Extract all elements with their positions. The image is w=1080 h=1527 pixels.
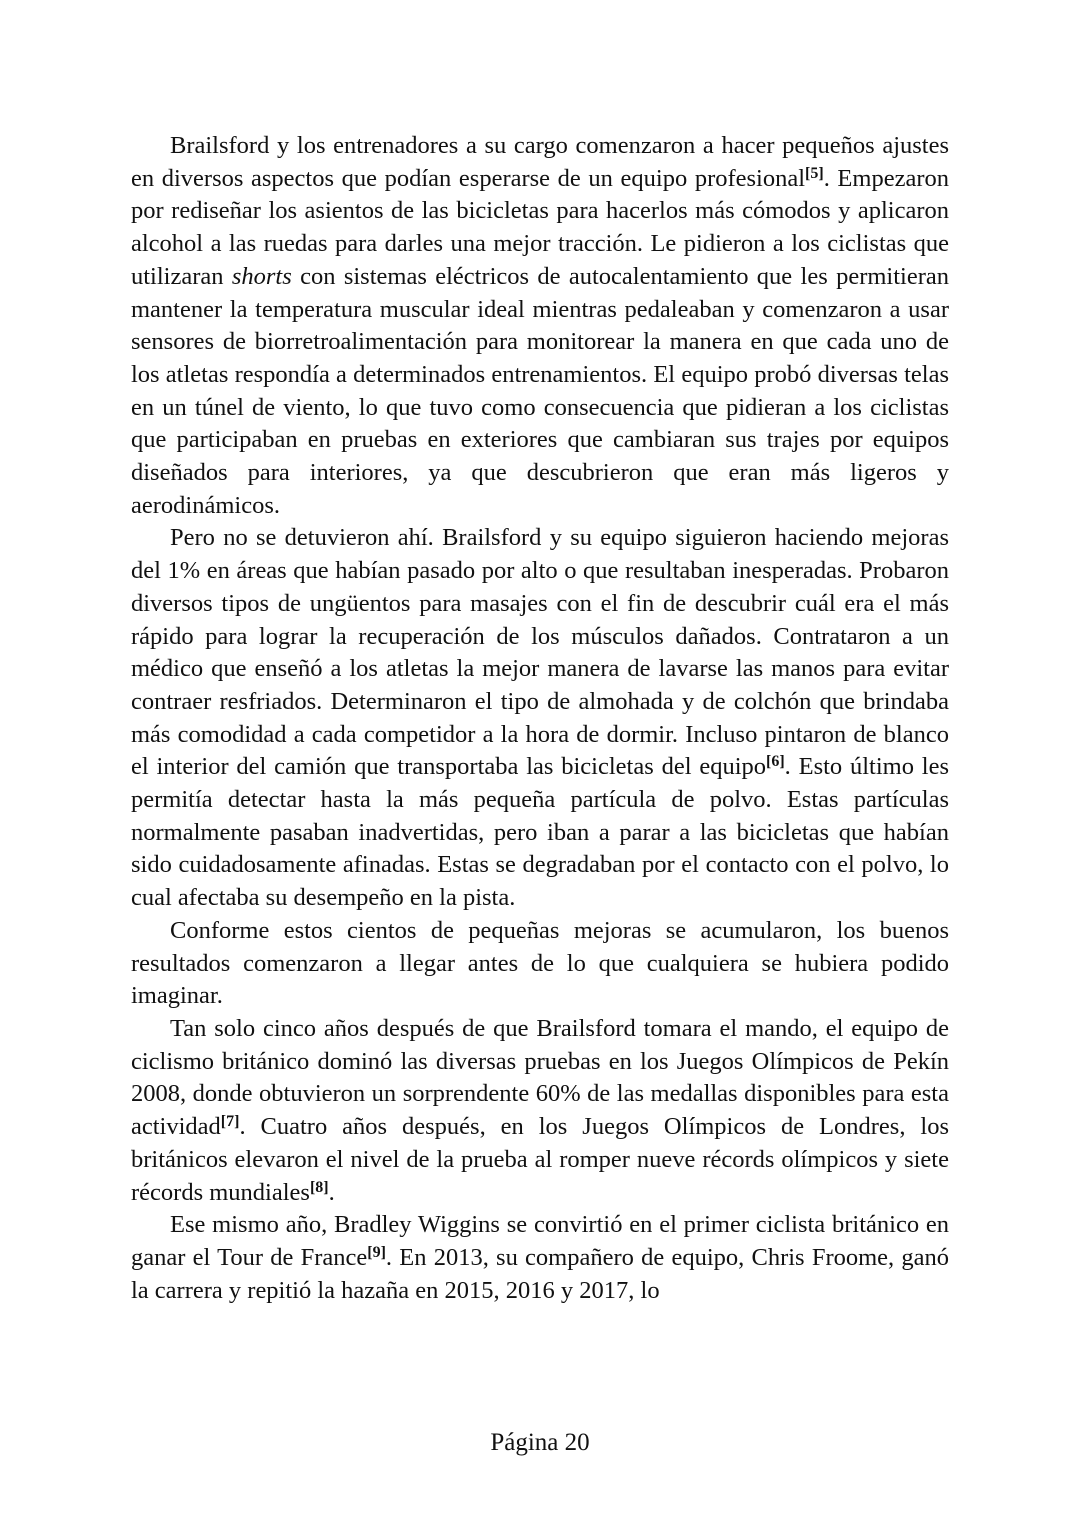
- paragraph: [131, 130, 949, 522]
- text-run: . Esto último les permitía detectar hasta la más pequeña partícula de polvo. Estas partículas normalmente pasaban inadvertidas, pero iban a parar a las bicicletas que habían sido cuidadosamente afinadas. Estas se degradaban por el contacto con el polvo, lo cual afectaba su desempeño en la pista.: [131, 753, 950, 912]
- footnote-reference: [8]: [309, 1178, 329, 1196]
- footnote-reference: [5]: [805, 164, 824, 182]
- italic-term: shorts: [231, 262, 292, 290]
- footnote-reference: [6]: [766, 753, 785, 771]
- text-run: Pero no se detuvieron ahí. Brailsford y su equipo siguieron haciendo mejoras del 1% en áreas que habían pasado por alto o que resultaban inesperadas. Probaron diversos tipos de ungüentos para masajes con el fin de descubrir cuál era el más rápido para lograr la recuperación de los músculos dañados. Contrataron a un médico que enseñó a los atletas la mejor manera de lavarse las manos para evitar contraer resfriados. Determinaron el tipo de almohada y de colchón que brindaba más comodidad a cada competidor a la hora de dormir. Incluso pintaron de blanco el interior del camión que transportaba las bicicletas del equipo: [131, 524, 949, 781]
- paragraph: [131, 1209, 949, 1307]
- text-run: .: [328, 1178, 335, 1206]
- paragraph: [131, 1013, 949, 1209]
- text-run: . Empezaron por rediseñar los asientos de las bicicletas para hacerlos más cómodos y aplicaron alcohol a las ruedas para darles una mejor tracción. Le pidieron a los ciclistas que utilizaran: [131, 164, 949, 290]
- text-run: Brailsford y los entrenadores a su cargo comenzaron a hacer pequeños ajustes en diversos aspectos que podían esperarse de un equipo profesional: [131, 132, 949, 192]
- text-run: Ese mismo año, Bradley Wiggins se convirtió en el primer ciclista británico en ganar el Tour de France: [131, 1211, 949, 1271]
- paragraph: [131, 522, 949, 914]
- text-run: . En 2013, su compañero de equipo, Chris Froome, ganó la carrera y repitió la hazaña en 2015, 2016 y 2017, lo: [131, 1243, 950, 1304]
- text-run: Tan solo cinco años después de que Brailsford tomara el mando, el equipo de ciclismo británico dominó las diversas pruebas en los Juegos Olímpicos de Pekín 2008, donde obtuvieron un sorprendente 60% de las medallas disponibles para esta actividad: [131, 1014, 949, 1141]
- text-run: con sistemas eléctricos de autocalentamiento que les permitieran mantener la temperatura muscular ideal mientras pedaleaban y comenzaron a usar sensores de biorretroalimentación para monitorear la manera en que cada uno de los atletas respondía a determinados entrenamientos. El equipo probó diversas telas en un túnel de viento, lo que tuvo como consecuencia que pidieran a los ciclistas que participaban en pruebas en exteriores que cambiaran sus trajes por equipos diseñados para interiores, ya que descubrieron que eran más ligeros y aerodinámicos.: [131, 262, 949, 519]
- text-run: Conforme estos cientos de pequeñas mejoras se acumularon, los buenos resultados comenzaron a llegar antes de lo que cualquiera se hubiera podido imaginar.: [131, 916, 949, 1010]
- body-text: [131, 130, 949, 1307]
- text-run: . Cuatro años después, en los Juegos Olímpicos de Londres, los británicos elevaron el nivel de la prueba al romper nueve récords olímpicos y siete récords mundiales: [131, 1113, 949, 1206]
- footnote-reference: [9]: [367, 1243, 386, 1261]
- page-number: Página 20: [490, 1429, 590, 1456]
- paragraph: [131, 915, 949, 1013]
- footnote-reference: [7]: [220, 1113, 240, 1131]
